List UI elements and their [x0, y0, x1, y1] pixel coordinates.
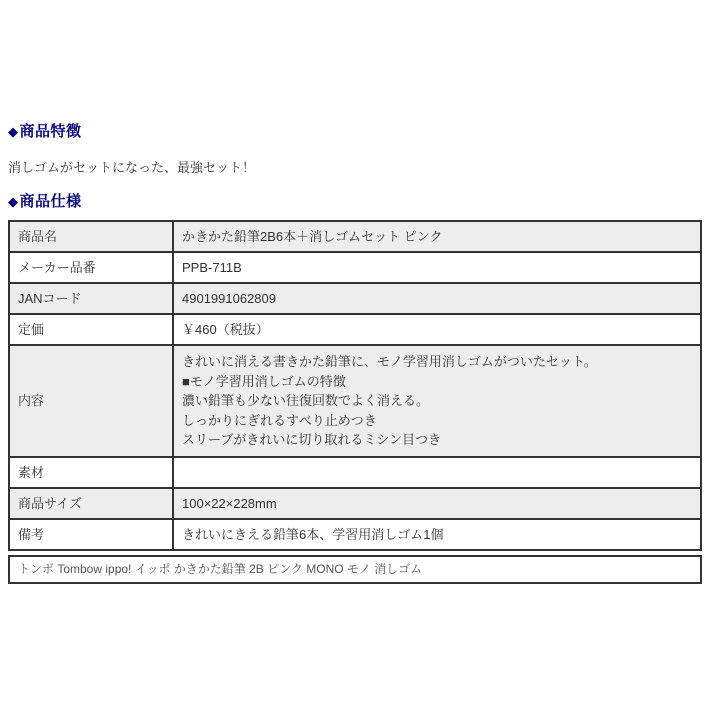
spec-row-jan-code — [9, 283, 701, 314]
spec-row-contents — [9, 345, 701, 457]
spec-label: メーカー品番 — [9, 252, 173, 283]
spec-label: 定価 — [9, 314, 173, 345]
spec-value-line: きれいに消える書きかた鉛筆に、モノ学習用消しゴムがついたセット。 — [182, 354, 597, 369]
spec-row-product-size — [9, 488, 701, 519]
specs-heading — [8, 193, 702, 211]
specs-heading-label: 商品仕様 — [19, 193, 82, 210]
spec-label: JANコード — [9, 283, 173, 314]
spec-value-line: スリーブがきれいに切り取れるミシン目つき — [182, 432, 442, 447]
spec-value-line: しっかりにぎれるすべり止めつき — [182, 412, 377, 428]
spec-value-line: ■モノ学習用消しゴムの特徴 — [182, 373, 346, 389]
spec-label: 商品サイズ — [9, 488, 173, 519]
spec-row-list-price — [9, 314, 701, 345]
spec-value-line: 濃い鉛筆も少ない往復回数でよく消える。 — [182, 393, 430, 408]
spec-value — [173, 457, 701, 488]
spec-label: 商品名 — [9, 221, 173, 252]
spec-value — [173, 345, 701, 457]
spec-row-maker-code — [9, 252, 701, 283]
features-description: 消しゴムがセットになった、最強セット！ — [8, 160, 256, 175]
spec-value: 4901991062809 — [173, 283, 701, 314]
spec-row-product-name — [9, 221, 701, 252]
keywords-footer: トンボ Tombow ippo! イッポ かきかた鉛筆 2B ピンク MONO モノ 消しゴム — [8, 555, 702, 584]
spec-label: 備考 — [9, 519, 173, 550]
spec-value: ￥460（税抜） — [173, 314, 701, 345]
spec-table — [8, 220, 702, 551]
spec-value: きれいにきえる鉛筆6本、学習用消しゴム1個 — [173, 519, 701, 550]
features-heading-label: 商品特徴 — [19, 123, 82, 140]
spec-value: PPB-711B — [173, 252, 701, 283]
spec-row-material — [9, 457, 701, 488]
spec-value: 100×22×228mm — [173, 488, 701, 519]
spec-label: 内容 — [9, 345, 173, 457]
diamond-bullet-icon: ◆ — [8, 124, 19, 139]
spec-label: 素材 — [9, 457, 173, 488]
diamond-bullet-icon: ◆ — [8, 194, 19, 209]
features-heading — [8, 123, 702, 141]
spec-value: かきかた鉛筆2B6本＋消しゴムセット ピンク — [173, 221, 701, 252]
spec-row-remarks — [9, 519, 701, 550]
